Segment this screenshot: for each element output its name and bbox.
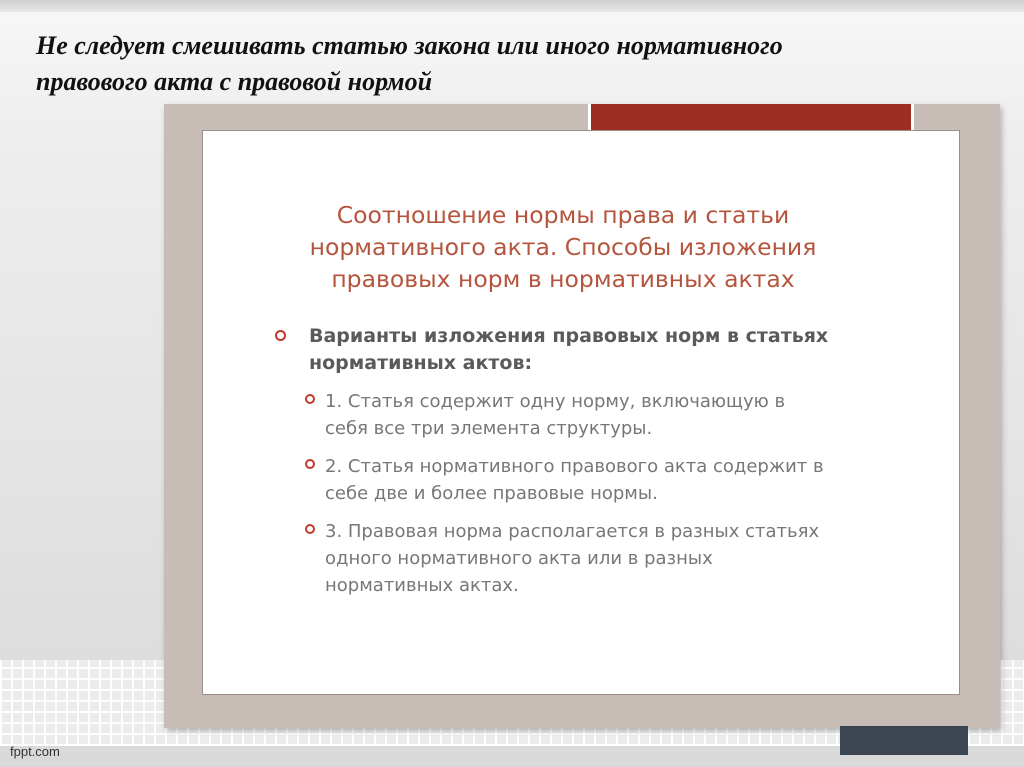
sub-bullet-item bbox=[273, 518, 833, 599]
sub-bullet-item bbox=[273, 453, 833, 507]
dark-corner-block bbox=[840, 726, 968, 755]
top-band bbox=[0, 0, 1024, 12]
slide-content-panel bbox=[202, 130, 960, 695]
bullet-text: Варианты изложения правовых норм в статьях нормативных актов: bbox=[309, 325, 829, 374]
sub-bullet-item bbox=[273, 388, 833, 442]
bullet-item bbox=[273, 323, 833, 377]
slide-image bbox=[164, 104, 1000, 728]
page-title: Не следует смешивать статью закона или иного нормативного правового акта с правовой нормой bbox=[36, 31, 783, 96]
sub-bullet-text: 1. Статья содержит одну норму, включающую в себя все три элемента структуры. bbox=[325, 391, 786, 439]
footer-brand[interactable]: fppt.com bbox=[10, 744, 60, 759]
circle-bullet-icon bbox=[305, 394, 315, 404]
slide-heading: Соотношение нормы права и статьи нормативного акта. Способы изложения правовых норм в нормативных актах bbox=[309, 201, 817, 293]
circle-bullet-icon bbox=[275, 330, 286, 341]
sub-bullet-text: 2. Статья нормативного правового акта содержит в себе две и более правовые нормы. bbox=[325, 456, 824, 504]
bullet-list bbox=[273, 323, 833, 599]
circle-bullet-icon bbox=[305, 459, 315, 469]
circle-bullet-icon bbox=[305, 524, 315, 534]
sub-bullet-text: 3. Правовая норма располагается в разных статьях одного нормативного акта или в разных нормативных актах. bbox=[325, 521, 820, 596]
